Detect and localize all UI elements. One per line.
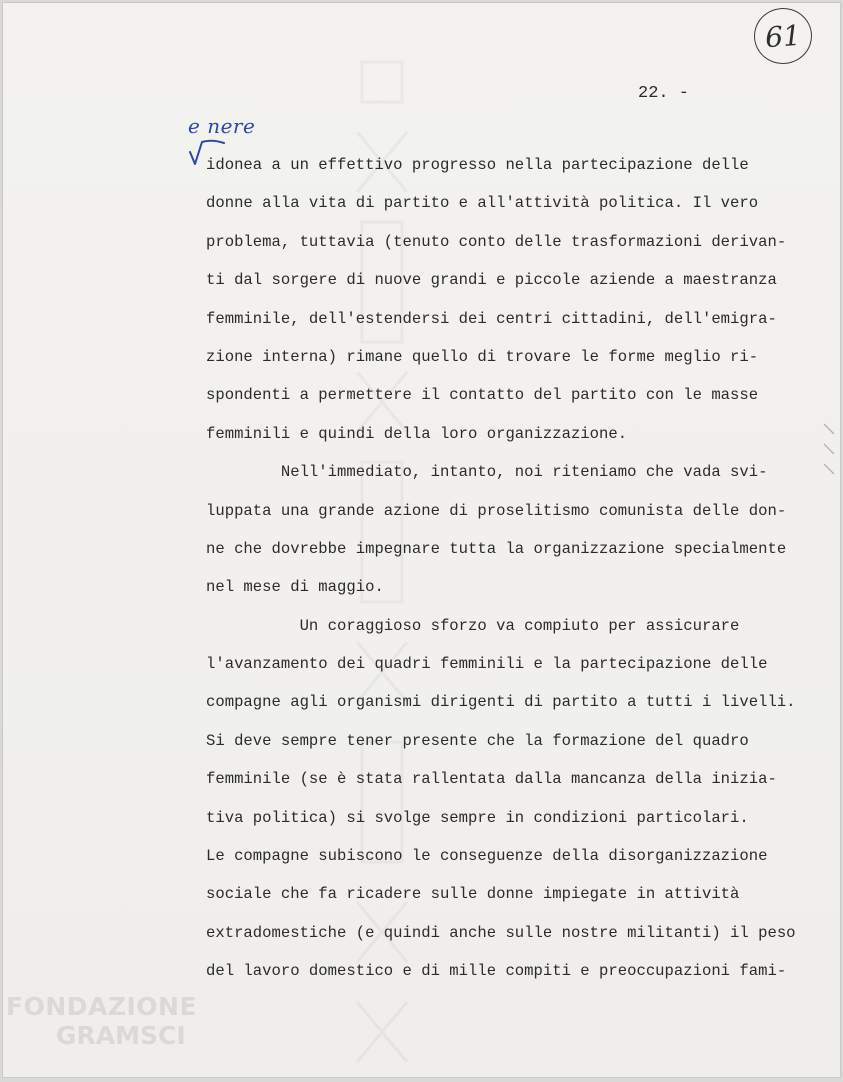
watermark-line1: FONDAZIONE — [6, 992, 198, 1021]
text-line: Un coraggioso sforzo va compiuto per assicurare — [206, 616, 740, 635]
text-line: ne che dovrebbe impegnare tutta la organizzazione specialmente — [206, 539, 787, 558]
handwritten-note: e nere — [188, 114, 256, 138]
text-line: problema, tuttavia (tenuto conto delle trasformazioni derivan- — [206, 232, 787, 251]
text-line: compagne agli organismi dirigenti di partito a tutti i livelli. — [206, 693, 796, 712]
text-line: Le compagne subiscono le conseguenze della disorganizzazione — [206, 847, 768, 866]
document-page — [2, 2, 841, 1078]
text-line: l'avanzamento dei quadri femminili e la partecipazione delle — [206, 655, 768, 674]
text-line: ti dal sorgere di nuove grandi e piccole aziende a maestranza — [206, 271, 777, 290]
page-number: 22. - — [638, 84, 690, 103]
watermark-line2: GRAMSCI — [56, 1021, 186, 1050]
text-line: nel mese di maggio. — [206, 578, 384, 597]
text-line: zione interna) rimane quello di trovare le forme meglio ri- — [206, 347, 759, 366]
text-line: donne alla vita di partito e all'attività politica. Il vero — [206, 194, 759, 213]
text-line: Si deve sempre tener presente che la formazione del quadro — [206, 731, 749, 750]
text-line: spondenti a permettere il contatto del partito con le masse — [206, 386, 759, 405]
text-line: femminile, dell'estendersi dei centri cittadini, dell'emigra- — [206, 309, 777, 328]
text-line: femminili e quindi della loro organizzazione. — [206, 424, 628, 443]
typed-body — [206, 146, 843, 991]
foundation-watermark-logo — [6, 994, 197, 1048]
text-line: sociale che fa ricadere sulle donne impiegate in attività — [206, 885, 740, 904]
text-line: femminile (se è stata rallentata dalla mancanza della inizia- — [206, 770, 777, 789]
text-line: Nell'immediato, intanto, noi riteniamo che vada svi- — [206, 463, 768, 482]
page-stamp-number: 61 — [764, 18, 802, 54]
text-line: del lavoro domestico e di mille compiti e preoccupazioni fami- — [206, 962, 787, 981]
text-line: idonea a un effettivo progresso nella partecipazione delle — [206, 156, 749, 174]
text-line: luppata una grande azione di proselitismo comunista delle don- — [206, 501, 787, 520]
page-stamp — [752, 6, 814, 66]
margin-pencil-marks — [810, 422, 840, 482]
text-line: extradomestiche (e quindi anche sulle nostre militanti) il peso — [206, 923, 796, 942]
text-line: tiva politica) si svolge sempre in condizioni particolari. — [206, 808, 749, 827]
